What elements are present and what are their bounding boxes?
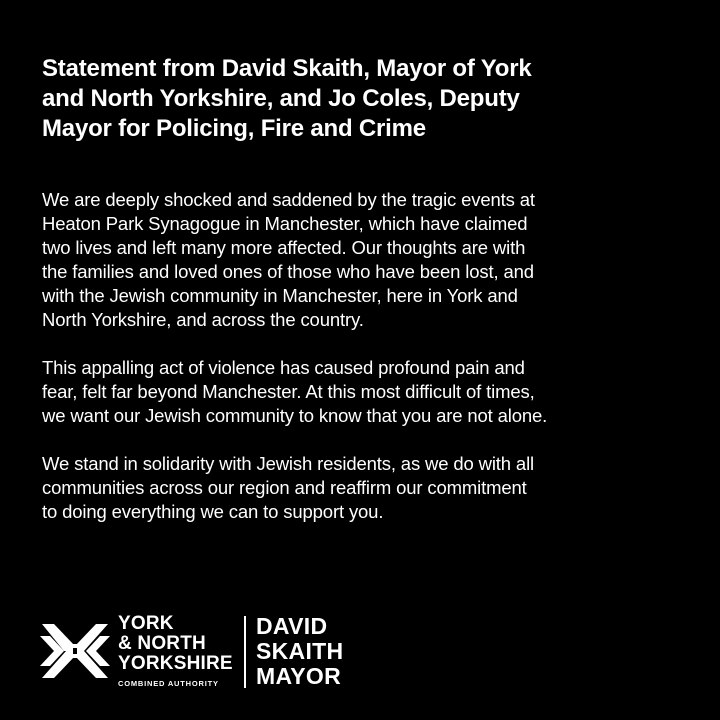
org-name-line: & NORTH (118, 633, 206, 654)
body-line: Heaton Park Synagogue in Manchester, which have claimed (42, 213, 528, 234)
body-line: North Yorkshire, and across the country. (42, 309, 364, 330)
title-line: Statement from David Skaith, Mayor of York (42, 55, 532, 82)
footer-logos (40, 612, 380, 692)
york-north-yorkshire-cross-icon (40, 618, 110, 688)
body-line: to doing everything we can to support you. (42, 501, 384, 522)
mayor-wordmark (256, 614, 343, 689)
body-line: we want our Jewish community to know that you are not alone. (42, 405, 548, 426)
org-name-line: YORKSHIRE (118, 653, 233, 674)
statement-title (42, 54, 642, 144)
title-line: and North Yorkshire, and Jo Coles, Deputy (42, 85, 520, 112)
body-line: the families and loved ones of those who have been lost, and (42, 261, 534, 282)
statement-body (42, 188, 682, 548)
title-line: Mayor for Policing, Fire and Crime (42, 115, 426, 142)
body-line: communities across our region and reaffirm our commitment (42, 477, 527, 498)
mayor-line: DAVID (256, 613, 328, 639)
paragraph-3 (42, 452, 682, 524)
combined-authority-subtitle: COMBINED AUTHORITY (118, 679, 219, 688)
paragraph-1 (42, 188, 682, 332)
paragraph-2 (42, 356, 682, 428)
mayor-line: SKAITH (256, 638, 344, 664)
body-line: We stand in solidarity with Jewish residents, as we do with all (42, 453, 534, 474)
logo-divider (244, 616, 246, 688)
body-line: This appalling act of violence has caused profound pain and (42, 357, 525, 378)
body-line: with the Jewish community in Manchester, here in York and (42, 285, 518, 306)
body-line: two lives and left many more affected. Our thoughts are with (42, 237, 526, 258)
combined-authority-name (118, 614, 233, 674)
mayor-line: MAYOR (256, 663, 341, 689)
org-name-line: YORK (118, 613, 174, 634)
body-line: We are deeply shocked and saddened by the tragic events at (42, 189, 535, 210)
body-line: fear, felt far beyond Manchester. At this most difficult of times, (42, 381, 535, 402)
